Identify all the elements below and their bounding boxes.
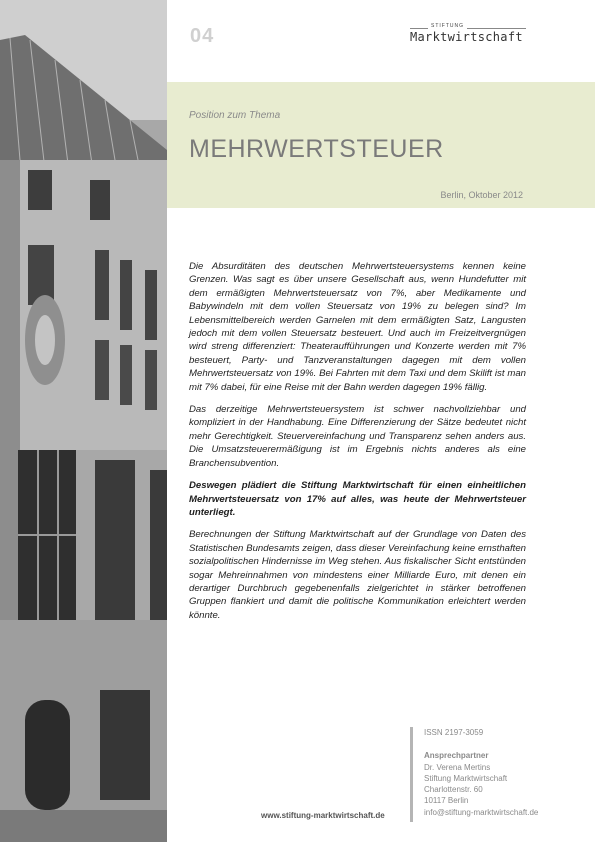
contact-city: 10117 Berlin [424,796,469,806]
building-photo [0,0,167,842]
page-title: MEHRWERTSTEUER [189,135,444,163]
paragraph-1: Die Absurditäten des deutschen Mehrwertsteuersystems kennen keine Grenzen. Was sagt es über unsere Gesellschaft aus, wenn Hundefutter mit dem ermäßigten Mehrwertsteuersatz von 7%, aber Medikamente und Babywindeln mit dem vollen Steuersatz von 19% zu belegen sind? Im Lebensmittelbereich werden Garnelen mit dem ermäßigten Satz, Langusten jedoch mit dem vollen Steuersatz besteuert. Und auch im Freizeitvergnügen wird streng differenziert: Theateraufführungen und Konzerte werden mit 7% besteuert, Party- und Tanzveranstaltungen dagegen mit dem vollen Mehrwertsteuersatz von 19%. Bei Fahrten mit dem Taxi und dem Skilift ist man mit 7% dabei, für eine Reise mit der Bahn werden dagegen 19% fällig. [189,261,526,393]
contact-street: Charlottenstr. 60 [424,785,483,795]
contact-email[interactable]: info@stiftung-marktwirtschaft.de [424,807,539,817]
contact-label: Ansprechpartner [424,751,489,761]
date-line: Berlin, Oktober 2012 [440,190,523,200]
building-photo-drawing [0,0,167,842]
band-subtitle: Position zum Thema [189,110,281,121]
contact-info [424,727,574,818]
paragraph-2: Das derzeitige Mehrwertsteuersystem ist schwer nachvollziehbar und kompliziert in der Handhabung. Eine Differenzierung der Sätze bedeutet nicht mehr Gerechtigkeit. Steuervereinfachung und Transparenz sehen anders aus. Die Umsatzsteuerermäßigung ist im Ergebnis nichts anderes als eine Branchensubvention. [189,404,526,469]
footer-divider [410,727,413,822]
paragraph-4: Berechnungen der Stiftung Marktwirtschaft auf der Grundlage von Daten des Statistischen Bundesamts zeigen, dass dieser Vereinfachung keine ernsthaften sozialpolitischen Hindernisse im Weg stehen. Aus fiskalischer Sicht entstünden sogar Mehreinnahmen von mindestens einer Milliarde Euro, mit denen ein derartiger Durchbruch gegebenenfalls zielgerichtet in stärker betroffenen Gruppen flankiert und damit die politische Kommunikation erleichtert werden könnte. [189,529,526,621]
issn: ISSN 2197-3059 [424,728,484,737]
logo-small-text: STIFTUNG [428,23,467,29]
contact-org: Stiftung Marktwirtschaft [424,773,508,783]
contact-name: Dr. Verena Mertins [424,762,491,772]
website-link[interactable]: www.stiftung-marktwirtschaft.de [261,811,385,820]
issue-number: 04 [190,25,215,47]
paragraph-3-highlight: Deswegen plädiert die Stiftung Marktwirtschaft für einen einheitlichen Mehrwertsteuersatz von 17% auf alles, was heute der Mehrwertsteuer unterliegt. [189,480,526,518]
body-text [189,260,526,631]
logo-name: Marktwirtschaft [410,30,523,44]
